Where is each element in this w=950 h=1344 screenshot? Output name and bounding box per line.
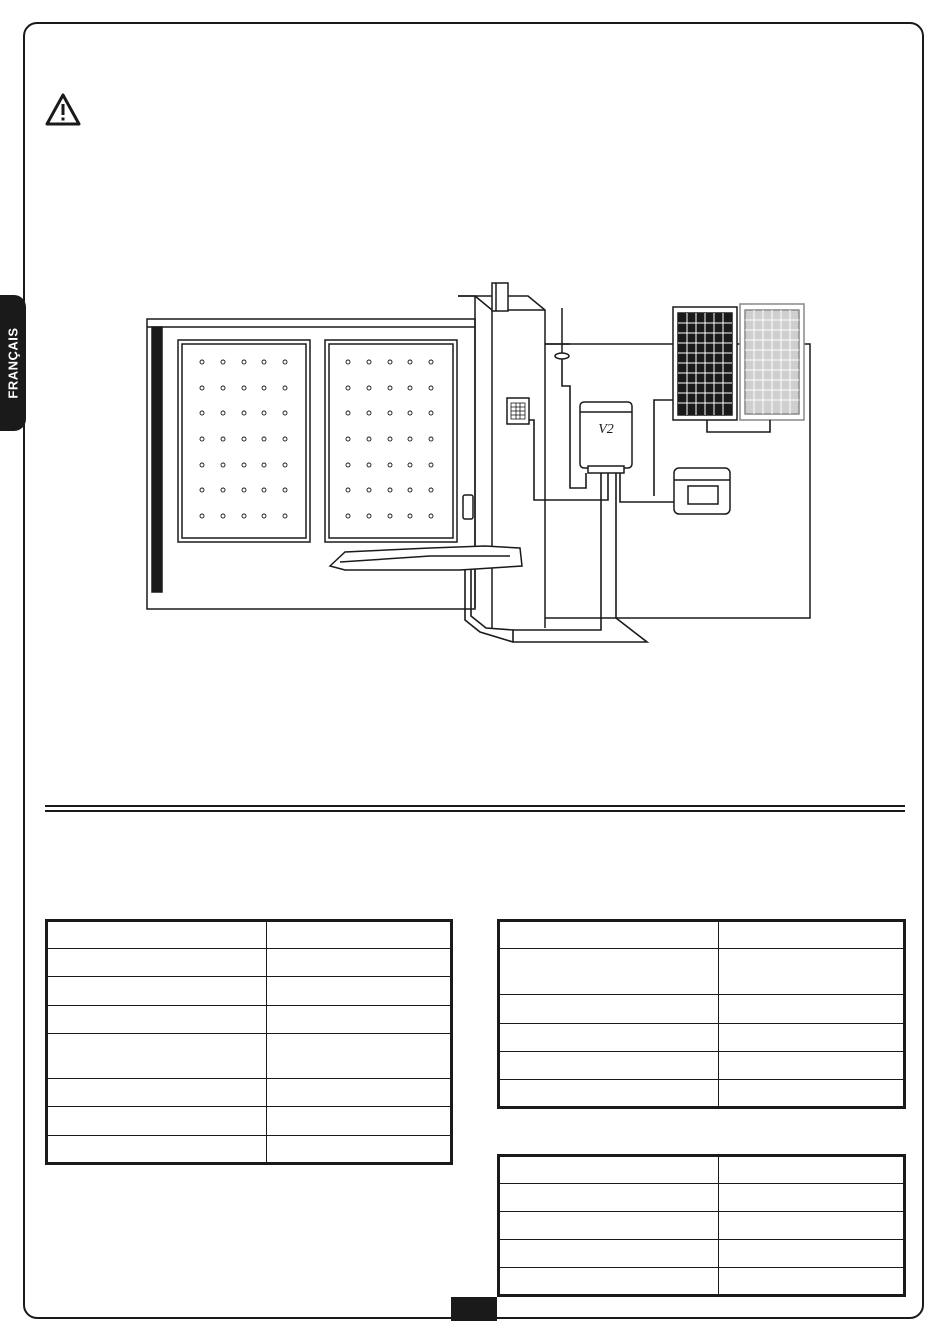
table-cell [267,1005,452,1033]
table-cell [499,1079,719,1107]
table-cell [719,921,905,949]
table-cell [47,1107,267,1135]
table-cell [499,1212,719,1240]
spec-table-right-bottom [497,1154,906,1297]
table-cell [267,1135,452,1163]
spec-table-left [45,919,453,1165]
warning-triangle-icon [45,93,81,127]
table-cell [47,1005,267,1033]
battery-box [674,468,730,514]
table-cell [719,1268,905,1296]
table-cell [47,1135,267,1163]
control-unit-logo: V2 [598,422,614,437]
table-cell [719,1184,905,1212]
table-cell [719,1156,905,1184]
table-cell [499,1240,719,1268]
language-tab-label: FRANÇAIS [5,327,21,399]
table-cell [47,949,267,977]
table-cell [47,921,267,949]
table-cell [267,977,452,1005]
section-divider-bottom [45,810,905,812]
section-divider-top [45,805,905,807]
table-cell [719,995,905,1023]
table-cell [47,1079,267,1107]
table-cell [719,1079,905,1107]
antenna [555,308,569,359]
table-cell [499,1268,719,1296]
table-cell [499,1051,719,1079]
table-cell [499,1156,719,1184]
table-cell [719,1240,905,1268]
table-cell [47,977,267,1005]
table-cell [719,1212,905,1240]
control-unit [580,402,632,473]
table-cell [719,1023,905,1051]
table-cell [267,1033,452,1078]
table-cell [499,949,719,995]
gate-rivets [200,360,433,518]
table-cell [719,949,905,995]
table-cell [499,995,719,1023]
table-cell [267,1107,452,1135]
table-cell [267,1079,452,1107]
table-cell [499,921,719,949]
spec-table-right-top [497,919,906,1109]
page-number-box [451,1297,497,1321]
gate-operator-arm [330,495,522,570]
keypad [507,398,529,424]
table-cell [267,921,452,949]
table-cell [719,1051,905,1079]
table-cell [499,1023,719,1051]
table-cell [47,1033,267,1078]
table-cell [267,949,452,977]
installation-diagram [130,270,820,670]
table-cell [499,1184,719,1212]
